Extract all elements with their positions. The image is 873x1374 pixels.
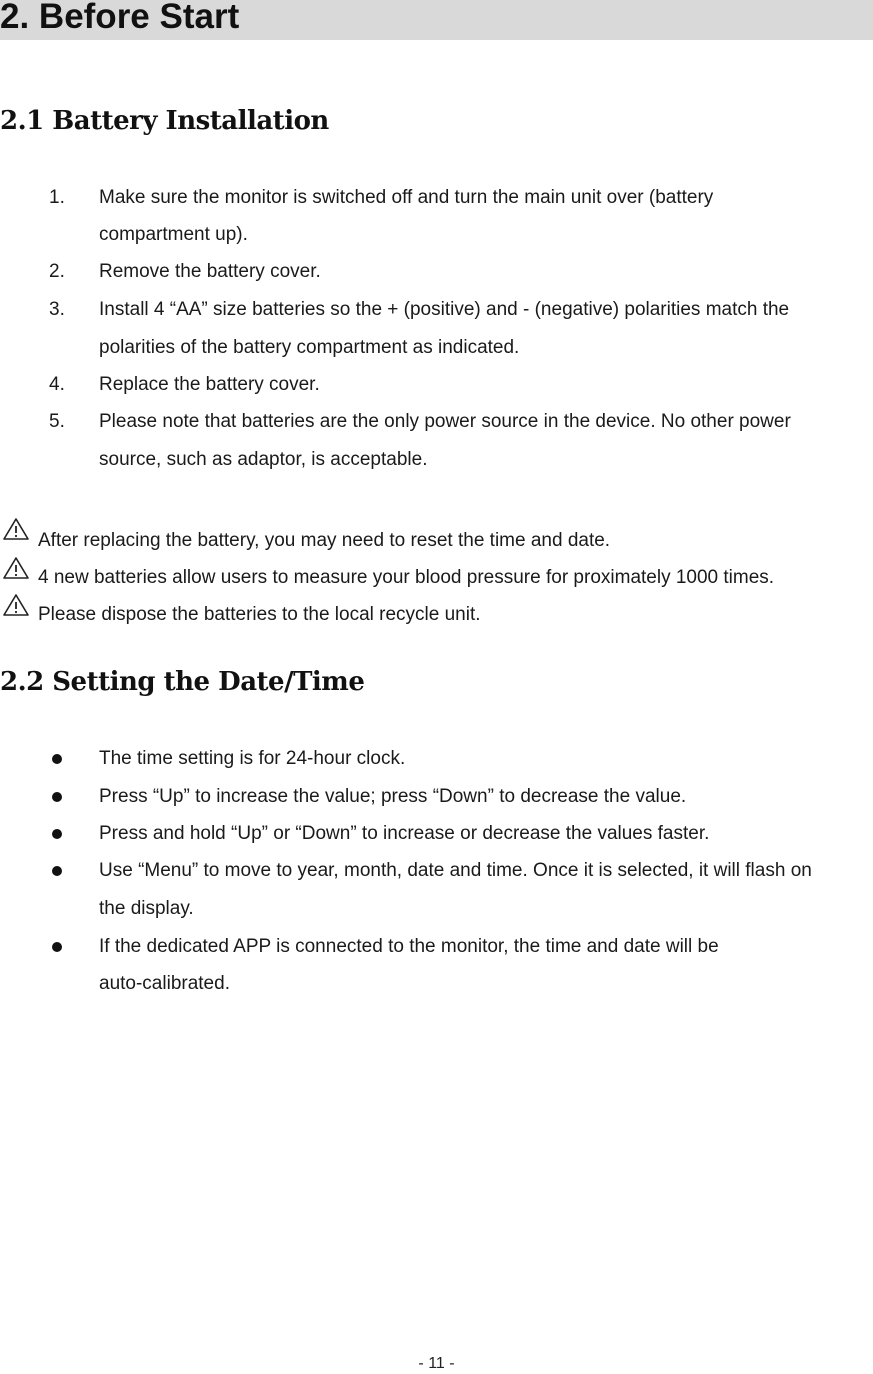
warning-text: 4 new batteries allow users to measure your blood pressure for proximately 1000 times. [38, 567, 775, 588]
step-number: 5. [49, 411, 65, 432]
warning-text: Please dispose the batteries to the local recycle unit. [38, 604, 481, 625]
bullet-dot [52, 754, 62, 764]
step-text: compartment up). [99, 224, 248, 245]
bullet-text: Press “Up” to increase the value; press “Down” to decrease the value. [99, 786, 687, 807]
step-text: Please note that batteries are the only power source in the device. No other power [99, 411, 791, 432]
bullet-text: auto-calibrated. [99, 973, 230, 994]
bullet-text: If the dedicated APP is connected to the monitor, the time and date will be [99, 936, 719, 957]
bullet-text: Press and hold “Up” or “Down” to increase or decrease the values faster. [99, 823, 710, 844]
step-number: 3. [49, 299, 65, 320]
warning-text: After replacing the battery, you may need to reset the time and date. [38, 530, 611, 551]
bullet-text: The time setting is for 24-hour clock. [99, 748, 406, 769]
warning-icon [2, 556, 30, 580]
warning-icon [2, 517, 30, 541]
bullet-text: Use “Menu” to move to year, month, date and time. Once it is selected, it will flash on [99, 860, 812, 881]
bullet-text: the display. [99, 898, 194, 919]
section-heading-battery-installation: 2.1 Battery Installation [0, 106, 329, 136]
step-number: 1. [49, 187, 65, 208]
chapter-title-bar [0, 0, 873, 40]
step-text: Install 4 “AA” size batteries so the + (positive) and - (negative) polarities match the [99, 299, 790, 320]
bullet-dot [52, 792, 62, 802]
step-text: Make sure the monitor is switched off and turn the main unit over (battery [99, 187, 714, 208]
step-text: polarities of the battery compartment as indicated. [99, 337, 520, 358]
step-number: 2. [49, 261, 65, 282]
step-text: Remove the battery cover. [99, 261, 321, 282]
warning-icon [2, 593, 30, 617]
chapter-title: 2. Before Start [0, 0, 240, 36]
section-heading-setting-date-time: 2.2 Setting the Date/Time [0, 667, 365, 697]
page-number: - 11 - [418, 1355, 455, 1372]
step-text: Replace the battery cover. [99, 374, 320, 395]
bullet-dot [52, 866, 62, 876]
step-number: 4. [49, 374, 65, 395]
step-text: source, such as adaptor, is acceptable. [99, 449, 428, 470]
bullet-dot [52, 942, 62, 952]
bullet-dot [52, 829, 62, 839]
